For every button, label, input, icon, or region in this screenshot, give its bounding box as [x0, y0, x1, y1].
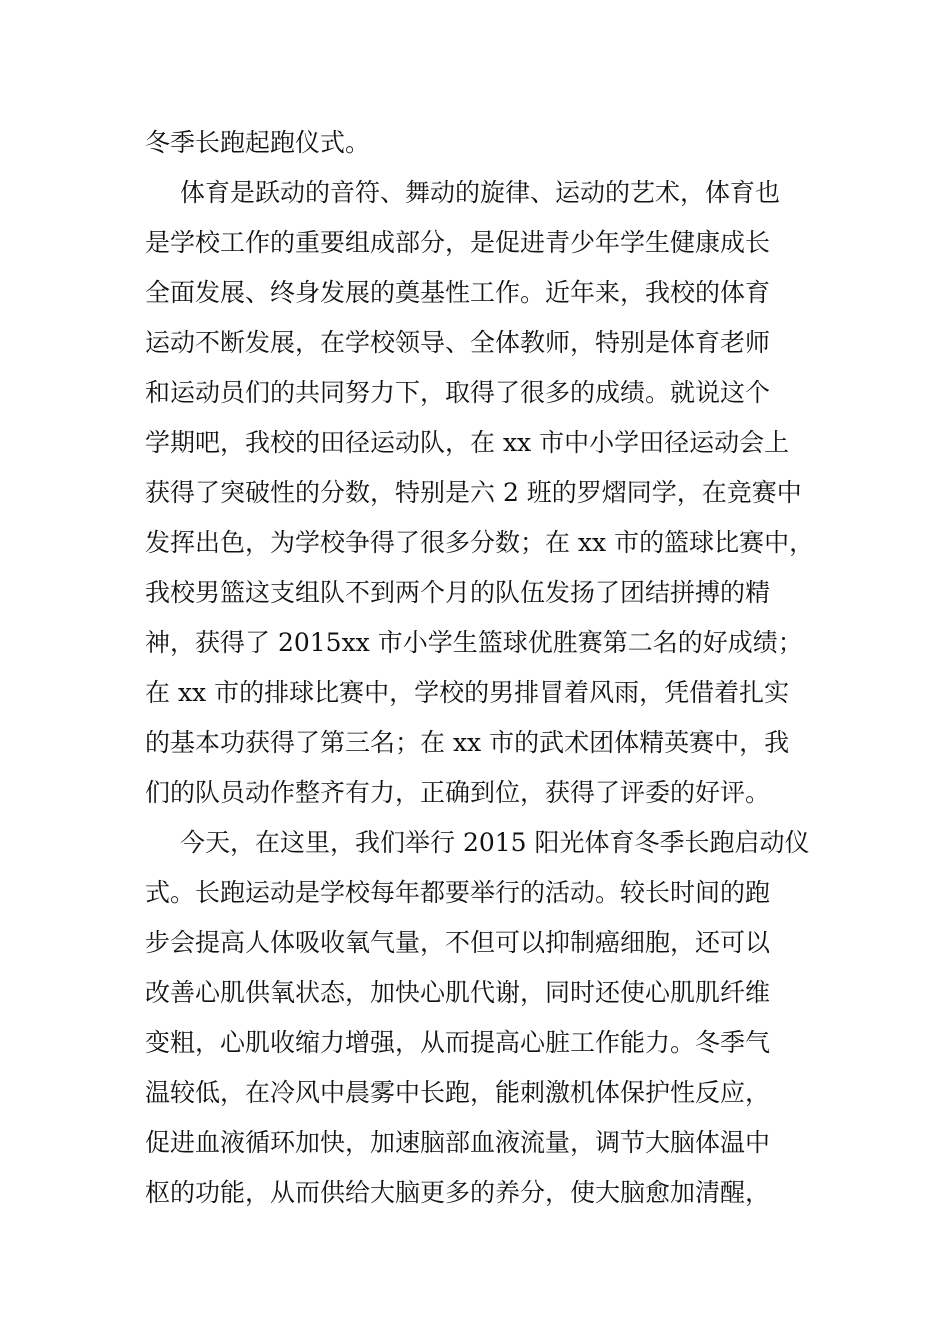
text-line: 发挥出色，为学校争得了很多分数；在 xx 市的篮球比赛中， [145, 528, 815, 557]
text-line: 变粗，心肌收缩力增强，从而提高心脏工作能力。冬季气 [145, 1028, 771, 1057]
text-line: 全面发展、终身发展的奠基性工作。近年来，我校的体育 [145, 278, 771, 307]
text-line: 获得了突破性的分数，特别是六 2 班的罗熠同学，在竞赛中 [145, 478, 802, 507]
text-line: 学期吧，我校的田径运动队，在 xx 市中小学田径运动会上 [145, 428, 790, 457]
text-line: 在 xx 市的排球比赛中，学校的男排冒着风雨，凭借着扎实 [145, 678, 790, 707]
document-body [145, 118, 815, 1218]
text-line: 们的队员动作整齐有力，正确到位，获得了评委的好评。 [145, 778, 771, 807]
text-line: 和运动员们的共同努力下，取得了很多的成绩。就说这个 [145, 378, 771, 407]
text-line: 式。长跑运动是学校每年都要举行的活动。较长时间的跑 [145, 878, 771, 907]
paragraph-first-line: 体育是跃动的音符、舞动的旋律、运动的艺术，体育也 [180, 178, 781, 207]
text-line: 枢的功能，从而供给大脑更多的养分，使大脑愈加清醒， [145, 1178, 771, 1207]
text-line: 运动不断发展，在学校领导、全体教师，特别是体育老师 [145, 328, 771, 357]
text-line: 神，获得了 2015xx 市小学生篮球优胜赛第二名的好成绩； [145, 628, 803, 657]
text-line: 温较低，在冷风中晨雾中长跑，能刺激机体保护性反应， [145, 1078, 771, 1107]
text-line: 的基本功获得了第三名；在 xx 市的武术团体精英赛中，我 [145, 728, 790, 757]
text-line: 改善心肌供氧状态，加快心肌代谢，同时还使心肌肌纤维 [145, 978, 771, 1007]
text-line: 冬季长跑起跑仪式。 [145, 128, 371, 157]
text-line: 我校男篮这支组队不到两个月的队伍发扬了团结拼搏的精 [145, 578, 771, 607]
text-line: 步会提高人体吸收氧气量，不但可以抑制癌细胞，还可以 [145, 928, 771, 957]
text-line: 是学校工作的重要组成部分，是促进青少年学生健康成长 [145, 228, 771, 257]
paragraph-first-line: 今天，在这里，我们举行 2015 阳光体育冬季长跑启动仪 [180, 828, 810, 857]
text-line: 促进血液循环加快，加速脑部血液流量，调节大脑体温中 [145, 1128, 771, 1157]
